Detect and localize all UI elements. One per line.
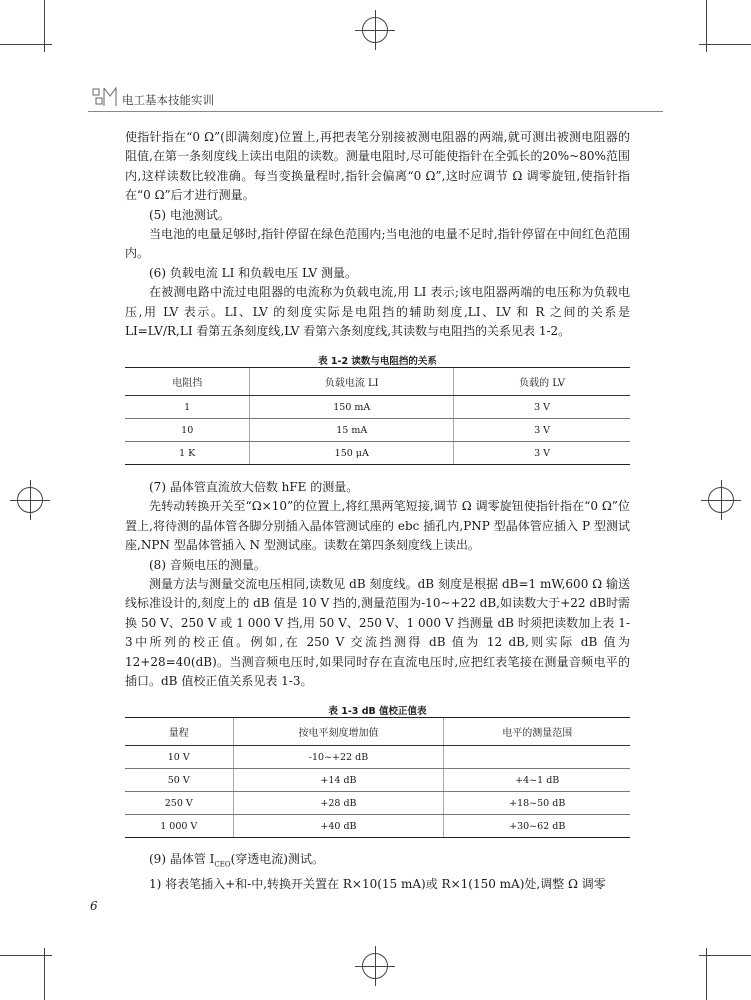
table-cell: +4~1 dB (444, 769, 630, 792)
table-db-correction (125, 717, 630, 838)
table-readings (125, 367, 630, 465)
section-heading: (8) 音频电压的测量。 (149, 557, 266, 572)
section-heading: (6) 负载电流 LI 和负载电压 LV 测量。 (149, 265, 357, 280)
paragraph: 先转动转换开关至“Ω×10”的位置上,将红黑两笔短接,调节 Ω 调零旋钮使指针指在“0 Ω”位置上,将待测的晶体管各脚分别插入晶体管测试座的 ebc 插孔内,PNP 型晶体管应插入 P 型测试座,NPN 型晶体管插入 N 型测试座。读数在第四条刻度线上读出。 (125, 499, 630, 553)
column-header: 按电平刻度增加值 (233, 718, 444, 746)
column-header: 电阻挡 (125, 368, 250, 396)
table-cell: 10 V (125, 746, 233, 769)
table-row (125, 792, 630, 815)
table-cell: 3 V (454, 396, 630, 419)
paragraph: 使指针指在“0 Ω”(即满刻度)位置上,再把表笔分别接被测电阻器的两端,就可测出被测电阻器的阻值,在第一条刻度线上读出电阻的读数。测量电阻时,尽可能使指针在全弧长的20%~80%范围内,这样读数比较准确。每当变换量程时,指针会偏离“0 Ω”,这时应调节 Ω 调零旋钮,使指针指在“0 Ω”后才进行测量。 (125, 130, 630, 203)
table-cell: 150 mA (250, 396, 454, 419)
column-header: 负载的 LV (454, 368, 630, 396)
paragraph: 1) 将表笔插入+和-中,转换开关置在 R×10(15 mA)或 R×1(150 mA)处,调整 Ω 调零 (149, 876, 606, 891)
table-cell: +14 dB (233, 769, 444, 792)
header-title: 电工基本技能实训 (122, 93, 214, 107)
table-row (125, 769, 630, 792)
page-number: 6 (90, 899, 98, 913)
table-row (125, 419, 630, 442)
book-logo-icon (92, 86, 118, 108)
table-row (125, 442, 630, 465)
table-caption: 表 1-3 dB 值校正值表 (328, 706, 427, 717)
table-cell: 1 000 V (125, 815, 233, 838)
table-cell (444, 746, 630, 769)
column-header: 电平的测量范围 (444, 718, 630, 746)
paragraph: 当电池的电量足够时,指针停留在绿色范围内;当电池的电量不足时,指针停留在中间红色范围内。 (125, 227, 630, 261)
paragraph: 在被测电路中流过电阻器的电流称为负载电流,用 LI 表示;该电阻器两端的电压称为负载电压,用 LV 表示。LI、LV 的刻度实际是电阻挡的辅助刻度,LI、LV 和 R 之间的关系是LI=LV/R,LI 看第五条刻度线,LV 看第六条刻度线,其读数与电阻挡的关系见表 1-2。 (125, 285, 630, 339)
section-heading: (7) 晶体管直流放大倍数 hFE 的测量。 (149, 480, 359, 494)
table-caption: 表 1-2 读数与电阻挡的关系 (318, 356, 437, 367)
table-row (125, 396, 630, 419)
header-rule (88, 111, 663, 112)
paragraph: 测量方法与测量交流电压相同,读数见 dB 刻度线。dB 刻度是根据 dB=1 mW,600 Ω 输送线标准设计的,刻度上的 dB 值是 10 V 挡的,测量范围为-10~+22 dB,如读数大于+22 dB时需换 50 V、250 V 或 1 000 V 挡,用 50 V、250 V、1 000 V 挡测量 dB 时须把读数加上表 1-3中所列的校正值。例如,在 250 V 交流挡测得 dB 值为 12 dB,则实际 dB 值为 12+28=40(dB)。当测音频电压时,如果同时存在直流电压时,应把红表笔接在测量音频电平的插口。dB 值校正值关系见表 1-3。 (125, 577, 630, 689)
section-heading: (5) 电池测试。 (149, 207, 230, 222)
table-cell: 1 (125, 396, 250, 419)
body-text-top (125, 128, 630, 341)
table-cell: 50 V (125, 769, 233, 792)
body-text-bottom (125, 850, 630, 894)
table-cell: 3 V (454, 442, 630, 465)
table-row (125, 815, 630, 838)
column-header: 负载电流 LI (250, 368, 454, 396)
table-cell: 15 mA (250, 419, 454, 442)
table-cell: 1 K (125, 442, 250, 465)
table-cell: 3 V (454, 419, 630, 442)
table-cell: +30~62 dB (444, 815, 630, 838)
section-heading: (9) 晶体管 $I_{CEO}$(穿透电流)测试。 (149, 852, 324, 869)
table-cell: -10~+22 dB (233, 746, 444, 769)
running-header (88, 86, 663, 112)
table-row (125, 746, 630, 769)
body-text-mid (125, 478, 630, 691)
table-cell: +40 dB (233, 815, 444, 838)
table-cell: 10 (125, 419, 250, 442)
table-cell: +28 dB (233, 792, 444, 815)
column-header: 量程 (125, 718, 233, 746)
table-cell: 250 V (125, 792, 233, 815)
table-cell: 150 μA (250, 442, 454, 465)
table-cell: +18~50 dB (444, 792, 630, 815)
